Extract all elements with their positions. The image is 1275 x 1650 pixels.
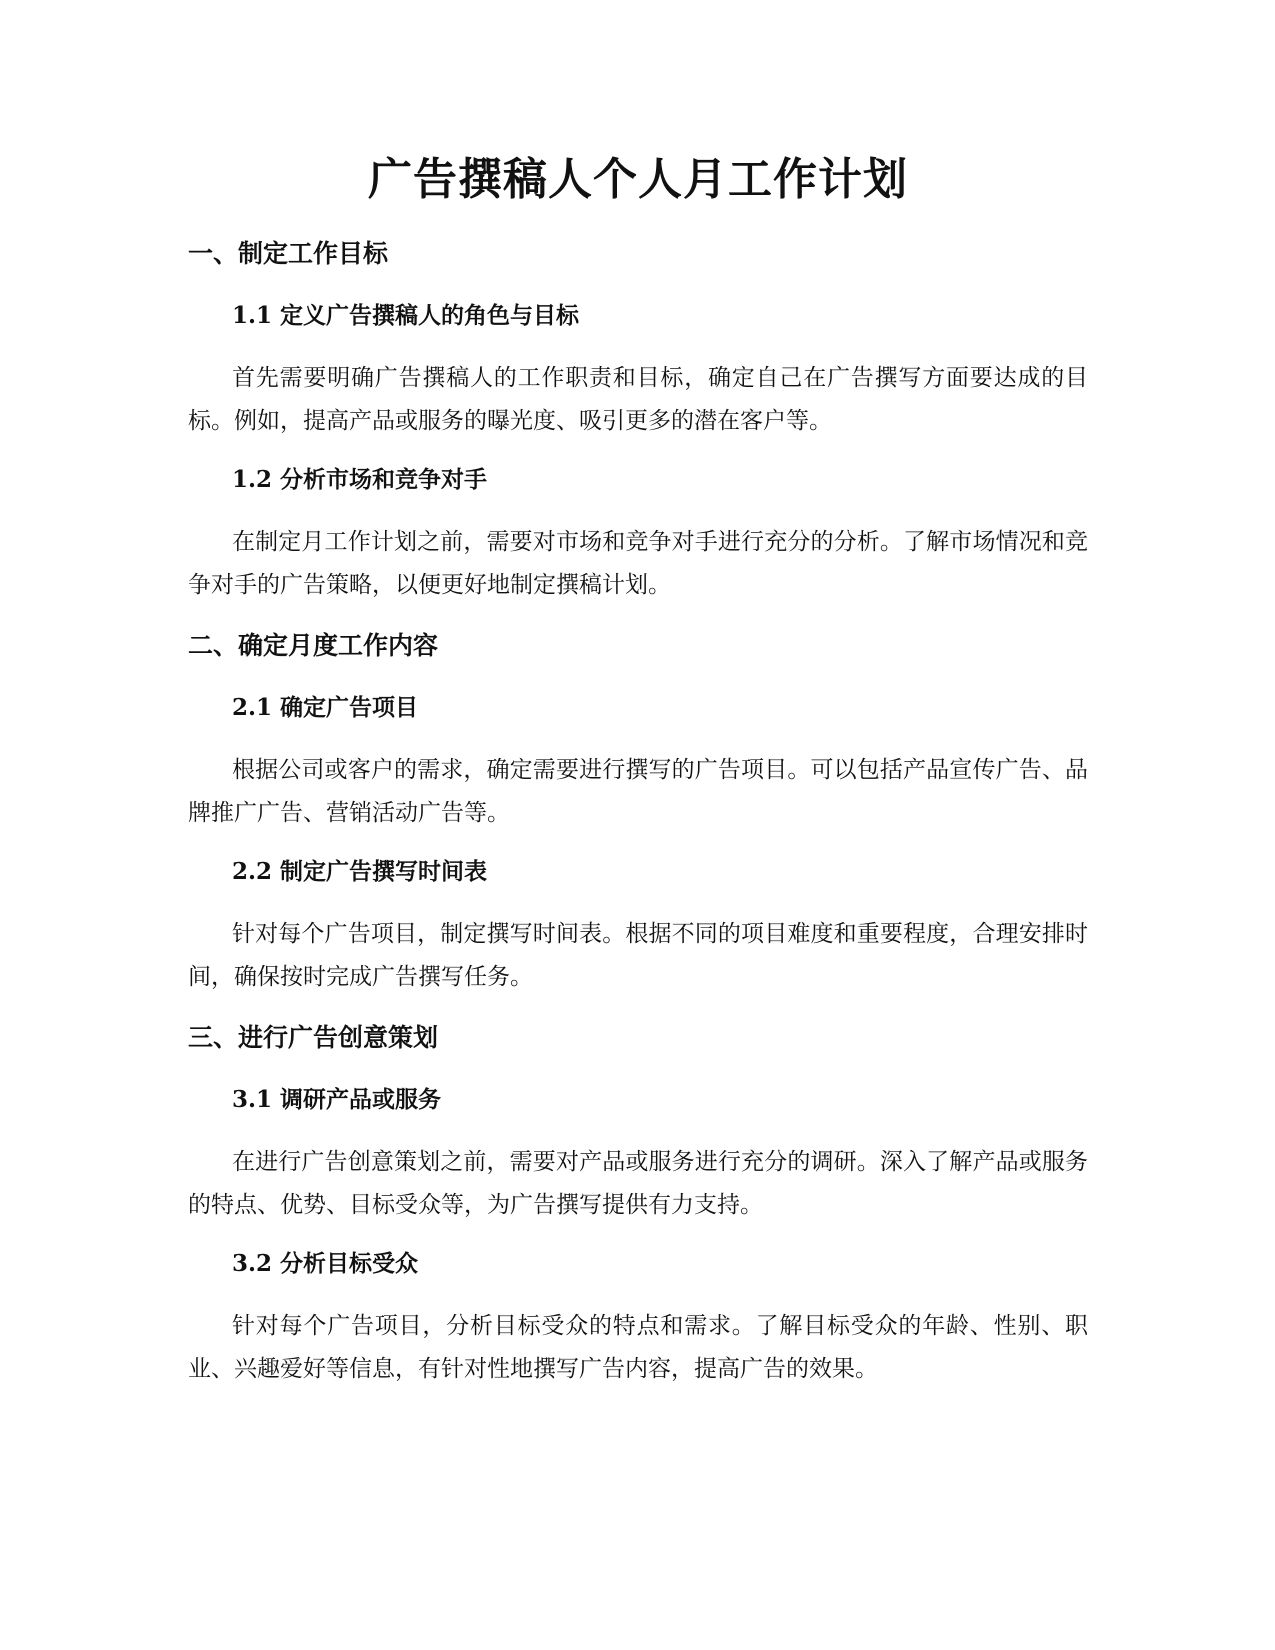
paragraph-2-2: 针对每个广告项目，制定撰写时间表。根据不同的项目难度和重要程度，合理安排时间，确保按时完成广告撰写任务。 (188, 921, 1088, 990)
subheading-3-2: 3.2 分析目标受众 (232, 1250, 419, 1277)
paragraph-3-2: 针对每个广告项目，分析目标受众的特点和需求。了解目标受众的年龄、性别、职业、兴趣爱好等信息，有针对性地撰写广告内容，提高广告的效果。 (188, 1313, 1088, 1382)
subheading-2-1: 2.1 确定广告项目 (232, 694, 419, 721)
subheading-3-1: 3.1 调研产品或服务 (232, 1086, 442, 1113)
section-heading-2: 二、确定月度工作内容 (188, 631, 439, 660)
subheading-1-1: 1.1 定义广告撰稿人的角色与目标 (232, 302, 580, 329)
paragraph-1-2: 在制定月工作计划之前，需要对市场和竞争对手进行充分的分析。了解市场情况和竞争对手的广告策略，以便更好地制定撰稿计划。 (188, 529, 1088, 598)
subheading-1-2: 1.2 分析市场和竞争对手 (232, 466, 488, 493)
document-title: 广告撰稿人个人月工作计划 (368, 154, 908, 205)
paragraph-2-1: 根据公司或客户的需求，确定需要进行撰写的广告项目。可以包括产品宣传广告、品牌推广广告、营销活动广告等。 (188, 757, 1088, 826)
document-page (188, 0, 1088, 1650)
paragraph-3-1: 在进行广告创意策划之前，需要对产品或服务进行充分的调研。深入了解产品或服务的特点、优势、目标受众等，为广告撰写提供有力支持。 (188, 1149, 1088, 1218)
subheading-2-2: 2.2 制定广告撰写时间表 (232, 858, 488, 885)
section-heading-3: 三、进行广告创意策划 (188, 1023, 439, 1052)
section-heading-1: 一、制定工作目标 (188, 239, 389, 268)
paragraph-1-1: 首先需要明确广告撰稿人的工作职责和目标，确定自己在广告撰写方面要达成的目标。例如，提高产品或服务的曝光度、吸引更多的潜在客户等。 (188, 365, 1088, 434)
